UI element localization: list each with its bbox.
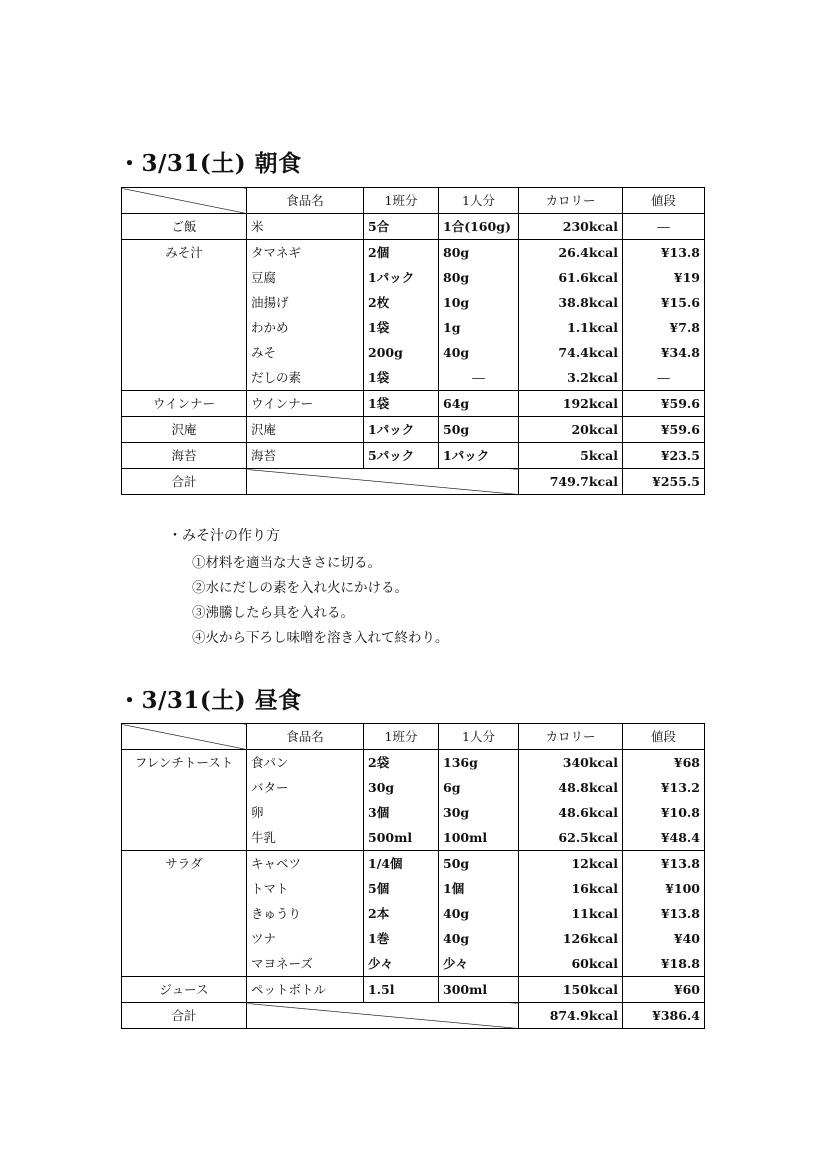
column-header: 値段 [623, 188, 705, 214]
group-amount: 30g [364, 775, 439, 800]
price: ¥59.6 [623, 391, 705, 417]
group-amount: 200g [364, 340, 439, 365]
dish-name-empty [122, 800, 247, 825]
column-header: 1班分 [364, 188, 439, 214]
dish-name-empty [122, 825, 247, 851]
price: ¥60 [623, 977, 705, 1003]
price: ¥23.5 [623, 443, 705, 469]
calories: 3.2kcal [519, 365, 623, 391]
calories: 5kcal [519, 443, 623, 469]
total-blank [247, 469, 519, 495]
price: ¥13.8 [623, 851, 705, 877]
table-row [122, 977, 705, 1003]
dish-name: ご飯 [122, 214, 247, 240]
price: ¥68 [623, 750, 705, 776]
price: ¥48.4 [623, 825, 705, 851]
lunch-table [121, 723, 705, 1029]
total-blank [247, 1003, 519, 1029]
table-row [122, 290, 705, 315]
food-name: ツナ [247, 926, 364, 951]
person-amount: 50g [439, 417, 519, 443]
dish-name: みそ汁 [122, 240, 247, 266]
table-row [122, 365, 705, 391]
price: ¥59.6 [623, 417, 705, 443]
column-header: 食品名 [247, 724, 364, 750]
table-row [122, 750, 705, 776]
table-row [122, 443, 705, 469]
person-amount: 136g [439, 750, 519, 776]
table-row [122, 214, 705, 240]
dish-name-empty [122, 901, 247, 926]
dish-name-empty [122, 315, 247, 340]
price: ¥7.8 [623, 315, 705, 340]
food-name: トマト [247, 876, 364, 901]
column-header: 1人分 [439, 188, 519, 214]
group-amount: 5パック [364, 443, 439, 469]
group-amount: 1/4個 [364, 851, 439, 877]
recipe-notes [168, 526, 449, 652]
food-name: 食パン [247, 750, 364, 776]
food-name: 豆腐 [247, 265, 364, 290]
calories: 16kcal [519, 876, 623, 901]
calories: 38.8kcal [519, 290, 623, 315]
calories: 192kcal [519, 391, 623, 417]
person-amount: 6g [439, 775, 519, 800]
calories: 12kcal [519, 851, 623, 877]
dish-name-empty [122, 340, 247, 365]
total-label: 合計 [122, 469, 247, 495]
total-price: ¥255.5 [623, 469, 705, 495]
column-header: 1人分 [439, 724, 519, 750]
table-row [122, 876, 705, 901]
person-amount: 64g [439, 391, 519, 417]
table-row [122, 825, 705, 851]
group-amount: 1袋 [364, 391, 439, 417]
calories: 48.6kcal [519, 800, 623, 825]
food-name: 牛乳 [247, 825, 364, 851]
food-name: きゅうり [247, 901, 364, 926]
food-name: マヨネーズ [247, 951, 364, 977]
group-amount: 2本 [364, 901, 439, 926]
food-name: 米 [247, 214, 364, 240]
person-amount: 40g [439, 901, 519, 926]
table-row [122, 926, 705, 951]
price: ¥100 [623, 876, 705, 901]
dish-name: フレンチトースト [122, 750, 247, 776]
breakfast-table [121, 187, 705, 495]
recipe-step: ④火から下ろし味噌を溶き入れて終わり。 [192, 630, 449, 646]
group-amount: 1パック [364, 417, 439, 443]
total-row [122, 469, 705, 495]
recipe-heading: ・みそ汁の作り方 [168, 528, 280, 544]
column-header: 1班分 [364, 724, 439, 750]
dish-name-empty [122, 265, 247, 290]
calories: 1.1kcal [519, 315, 623, 340]
person-amount: 1g [439, 315, 519, 340]
group-amount: 1袋 [364, 365, 439, 391]
person-amount: 40g [439, 340, 519, 365]
food-name: 沢庵 [247, 417, 364, 443]
table-row [122, 800, 705, 825]
person-amount: 30g [439, 800, 519, 825]
dish-name: サラダ [122, 851, 247, 877]
breakfast-title: ・3/31(土) 朝食 [118, 150, 302, 177]
dish-name: ジュース [122, 977, 247, 1003]
calories: 150kcal [519, 977, 623, 1003]
person-amount: 1個 [439, 876, 519, 901]
person-amount: 40g [439, 926, 519, 951]
calories: 74.4kcal [519, 340, 623, 365]
food-name: キャベツ [247, 851, 364, 877]
column-header: カロリー [519, 188, 623, 214]
price: ― [623, 365, 705, 391]
table-row [122, 951, 705, 977]
recipe-step: ③沸騰したら具を入れる。 [192, 605, 354, 621]
table-row [122, 240, 705, 266]
group-amount: 500ml [364, 825, 439, 851]
calories: 11kcal [519, 901, 623, 926]
food-name: 卵 [247, 800, 364, 825]
group-amount: 5個 [364, 876, 439, 901]
calories: 48.8kcal [519, 775, 623, 800]
calories: 60kcal [519, 951, 623, 977]
calories: 62.5kcal [519, 825, 623, 851]
group-amount: 3個 [364, 800, 439, 825]
group-amount: 1巻 [364, 926, 439, 951]
price: ¥10.8 [623, 800, 705, 825]
table-row [122, 901, 705, 926]
total-price: ¥386.4 [623, 1003, 705, 1029]
table-row [122, 417, 705, 443]
dish-name: 沢庵 [122, 417, 247, 443]
person-amount: 300ml [439, 977, 519, 1003]
group-amount: 2個 [364, 240, 439, 266]
calories: 26.4kcal [519, 240, 623, 266]
food-name: 海苔 [247, 443, 364, 469]
price: ¥34.8 [623, 340, 705, 365]
food-name: 油揚げ [247, 290, 364, 315]
dish-name-empty [122, 926, 247, 951]
food-name: みそ [247, 340, 364, 365]
lunch-title: ・3/31(土) 昼食 [118, 687, 302, 714]
total-calories: 874.9kcal [519, 1003, 623, 1029]
dish-name-empty [122, 290, 247, 315]
column-header: 値段 [623, 724, 705, 750]
person-amount: 少々 [439, 951, 519, 977]
dish-name-empty [122, 775, 247, 800]
food-name: ウインナー [247, 391, 364, 417]
price: ¥13.8 [623, 240, 705, 266]
food-name: だしの素 [247, 365, 364, 391]
food-name: ペットボトル [247, 977, 364, 1003]
price: ¥19 [623, 265, 705, 290]
price: ¥40 [623, 926, 705, 951]
table-row [122, 315, 705, 340]
table-row [122, 851, 705, 877]
dish-name-empty [122, 951, 247, 977]
group-amount: 2袋 [364, 750, 439, 776]
price: ¥13.2 [623, 775, 705, 800]
dish-name-empty [122, 876, 247, 901]
calories: 126kcal [519, 926, 623, 951]
calories: 230kcal [519, 214, 623, 240]
group-amount: 5合 [364, 214, 439, 240]
total-calories: 749.7kcal [519, 469, 623, 495]
food-name: わかめ [247, 315, 364, 340]
column-header: 食品名 [247, 188, 364, 214]
table-row [122, 391, 705, 417]
group-amount: 1.5l [364, 977, 439, 1003]
person-amount: 1パック [439, 443, 519, 469]
price: ¥13.8 [623, 901, 705, 926]
person-amount: 50g [439, 851, 519, 877]
dish-name: ウインナー [122, 391, 247, 417]
calories: 340kcal [519, 750, 623, 776]
price: ¥15.6 [623, 290, 705, 315]
person-amount: ― [439, 365, 519, 391]
price: ¥18.8 [623, 951, 705, 977]
food-name: バター [247, 775, 364, 800]
person-amount: 1合(160g) [439, 214, 519, 240]
table-row [122, 340, 705, 365]
table-row [122, 265, 705, 290]
calories: 20kcal [519, 417, 623, 443]
corner-cell [122, 188, 247, 214]
column-header: カロリー [519, 724, 623, 750]
total-label: 合計 [122, 1003, 247, 1029]
group-amount: 少々 [364, 951, 439, 977]
table-row [122, 775, 705, 800]
header-row [122, 188, 705, 214]
person-amount: 10g [439, 290, 519, 315]
person-amount: 100ml [439, 825, 519, 851]
dish-name-empty [122, 365, 247, 391]
total-row [122, 1003, 705, 1029]
food-name: タマネギ [247, 240, 364, 266]
group-amount: 2枚 [364, 290, 439, 315]
calories: 61.6kcal [519, 265, 623, 290]
corner-cell [122, 724, 247, 750]
group-amount: 1パック [364, 265, 439, 290]
group-amount: 1袋 [364, 315, 439, 340]
dish-name: 海苔 [122, 443, 247, 469]
recipe-step: ①材料を適当な大きさに切る。 [192, 555, 381, 571]
person-amount: 80g [439, 265, 519, 290]
price: ― [623, 214, 705, 240]
recipe-step: ②水にだしの素を入れ火にかける。 [192, 580, 408, 596]
person-amount: 80g [439, 240, 519, 266]
header-row [122, 724, 705, 750]
